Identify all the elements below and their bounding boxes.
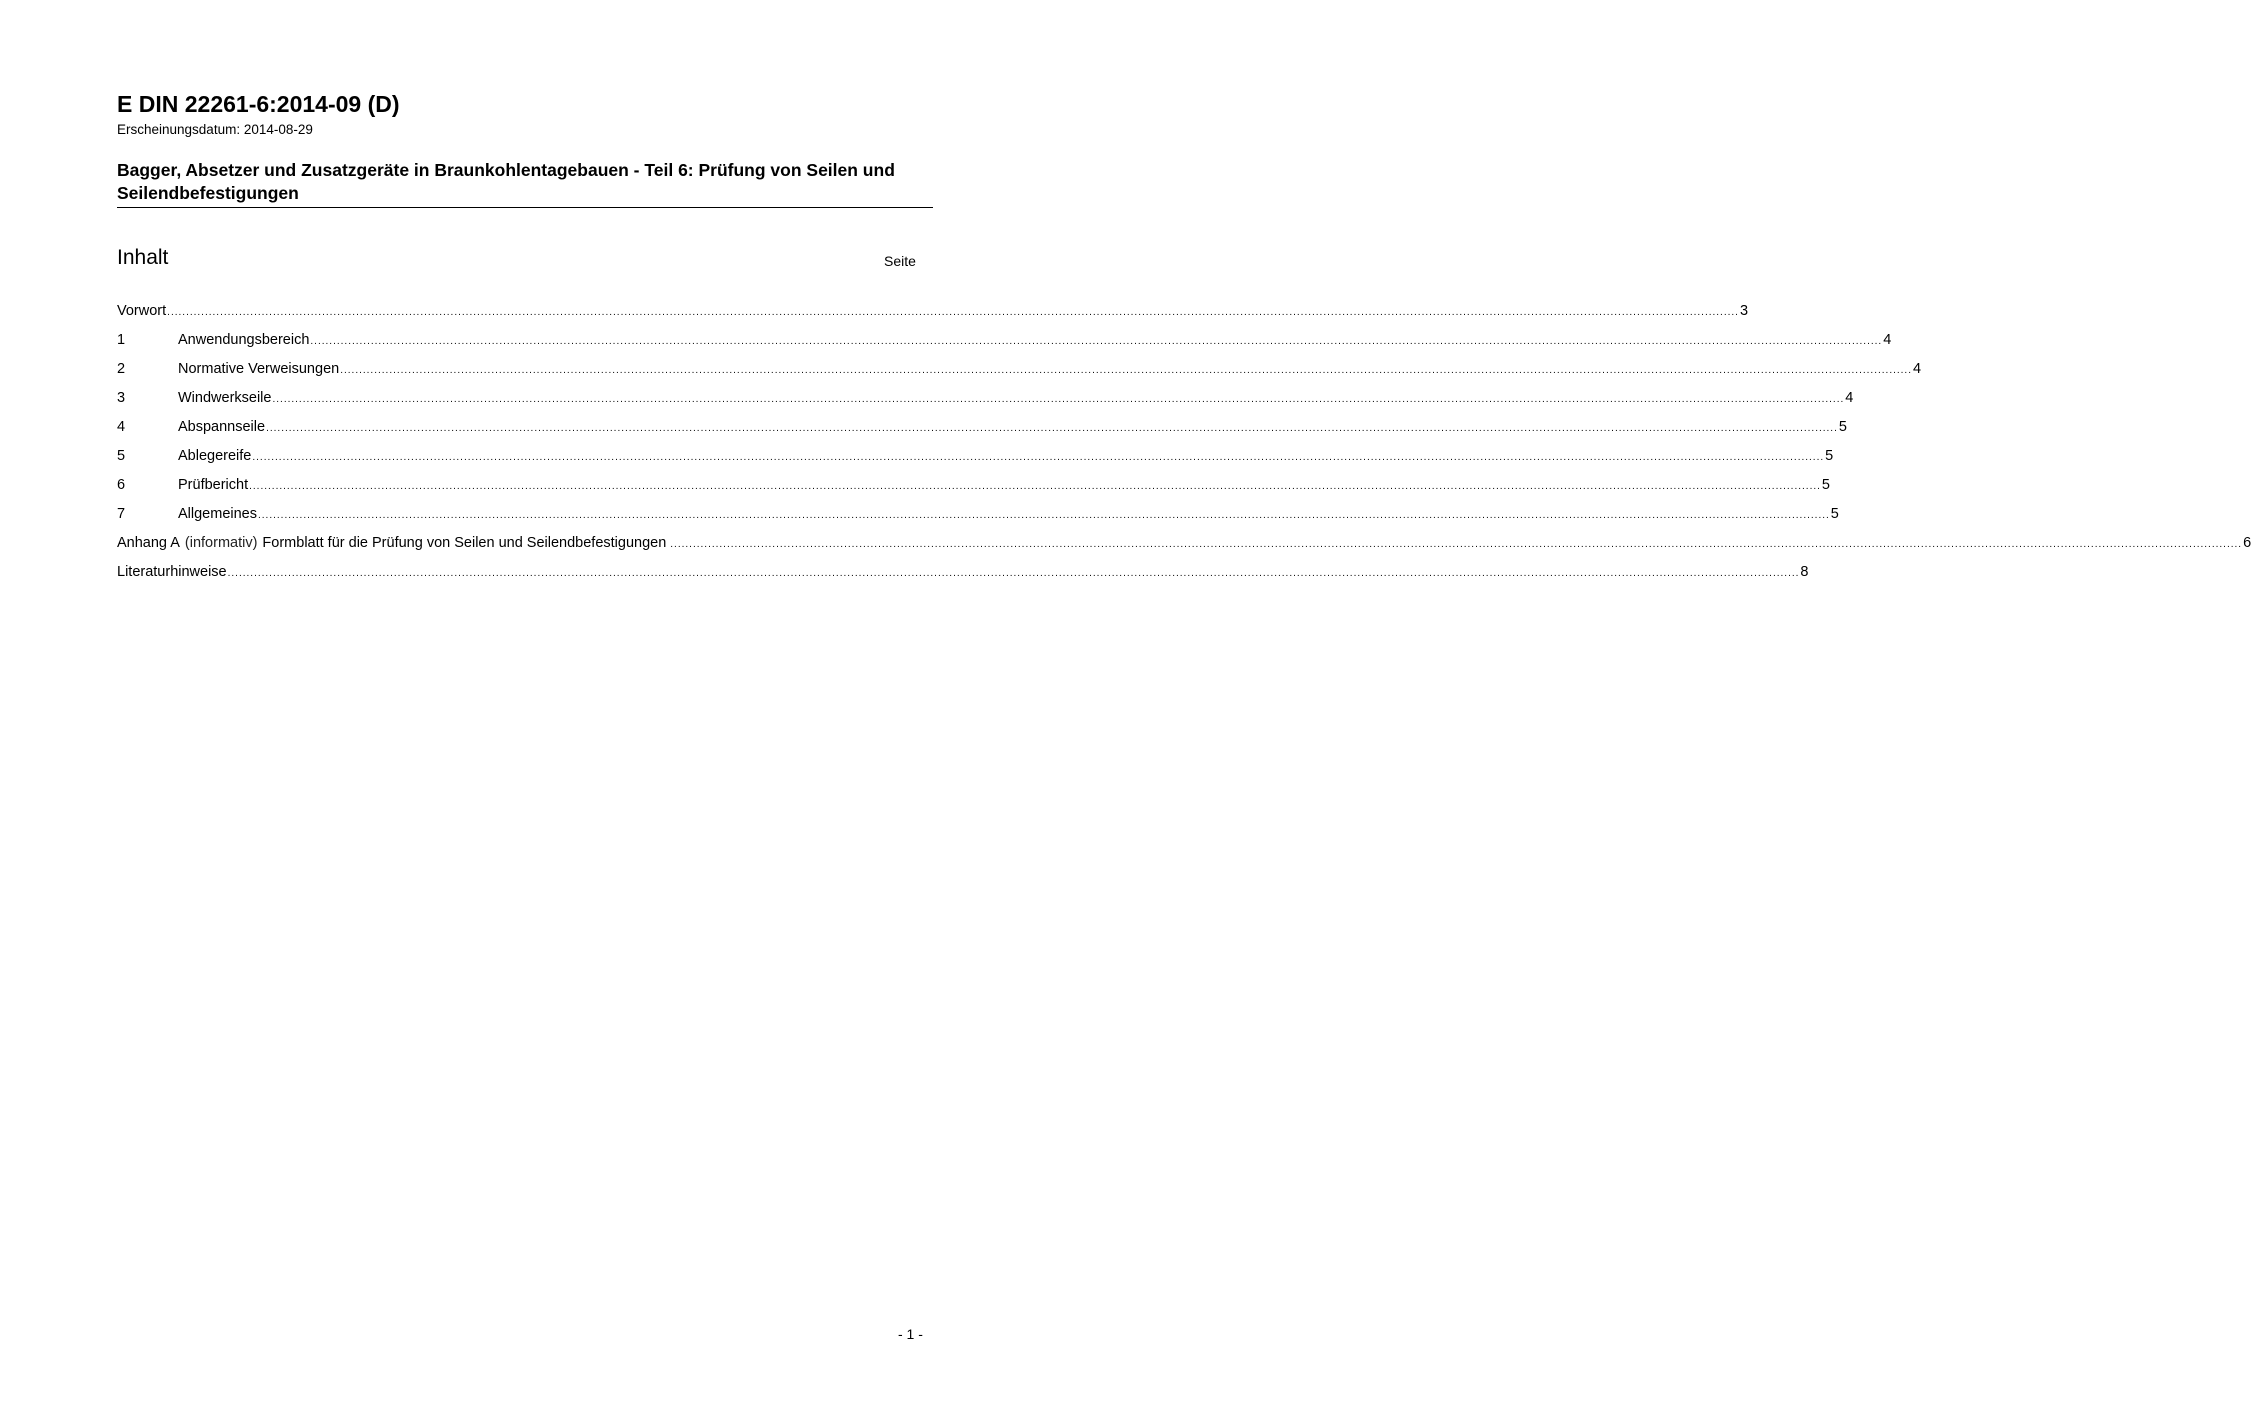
toc-entry-number: 1 (117, 332, 126, 348)
toc-heading: Inhalt (117, 246, 169, 269)
toc-leader: ................................................................................................................................................................................................................................................................................................................................................................................................................................ (258, 510, 1830, 521)
toc-entry-page: 5 (1821, 477, 1830, 493)
toc-leader: ................................................................................................................................................................................................................................................................................................................................................................................................................................ (266, 423, 1838, 434)
toc-leader: ................................................................................................................................................................................................................................................................................................................................................................................................................................ (670, 539, 2243, 550)
toc-leader: ................................................................................................................................................................................................................................................................................................................................................................................................................................ (252, 452, 1825, 463)
toc-entry-label: Vorwort (117, 303, 167, 319)
toc-entry-bibliography[interactable] (117, 561, 1809, 590)
table-of-contents (117, 300, 2251, 590)
toc-entry-label: Ablegereife (178, 448, 252, 464)
toc-leader: ................................................................................................................................................................................................................................................................................................................................................................................................................................ (167, 307, 1739, 318)
toc-annex-prefix: Anhang A (117, 535, 180, 551)
toc-entry-label: Allgemeines (178, 506, 257, 522)
toc-entry-vorwort[interactable] (117, 300, 1749, 329)
toc-leader: ................................................................................................................................................................................................................................................................................................................................................................................................................................ (227, 568, 1800, 579)
toc-entry-number: 6 (117, 477, 126, 493)
toc-entry-page: 4 (1845, 390, 1854, 406)
toc-leader: ................................................................................................................................................................................................................................................................................................................................................................................................................................ (340, 365, 1912, 376)
toc-entry-1[interactable] (117, 329, 1892, 358)
document-id: E DIN 22261-6:2014-09 (D) (117, 91, 400, 117)
toc-entry-page: 6 (2243, 535, 2251, 551)
toc-entry-page: 5 (1825, 448, 1834, 464)
toc-page-column-label: Seite (884, 253, 916, 269)
toc-entry-label: Windwerkseile (178, 390, 272, 406)
toc-entry-page: 4 (1912, 361, 1922, 377)
toc-entry-number: 4 (117, 419, 126, 435)
toc-entry-label: Literaturhinweise (117, 564, 227, 580)
toc-entry-page: 5 (1838, 419, 1847, 435)
toc-entry-7[interactable] (117, 503, 1839, 532)
toc-annex-info: (informativ) (184, 535, 258, 551)
toc-entry-3[interactable] (117, 387, 1854, 416)
toc-leader: ................................................................................................................................................................................................................................................................................................................................................................................................................................ (272, 394, 1845, 405)
document-title: Bagger, Absetzer und Zusatzgeräte in Braunkohlentagebauen - Teil 6: Prüfung von Seilen und Seilendbefestigungen (117, 159, 933, 208)
toc-entry-label: Prüfbericht (178, 477, 249, 493)
toc-entry-6[interactable] (117, 474, 1830, 503)
toc-entry-2[interactable] (117, 358, 1922, 387)
toc-entry-4[interactable] (117, 416, 1847, 445)
page-number: - 1 - (898, 1326, 923, 1342)
toc-entry-page: 5 (1830, 506, 1839, 522)
toc-entry-label: Anwendungsbereich (178, 332, 310, 348)
publication-date: Erscheinungsdatum: 2014-08-29 (117, 122, 313, 137)
toc-entry-number: 2 (117, 361, 126, 377)
toc-leader: ................................................................................................................................................................................................................................................................................................................................................................................................................................ (249, 481, 1821, 492)
toc-entry-label: Normative Verweisungen (178, 361, 340, 377)
toc-entry-number: 7 (117, 506, 126, 522)
toc-entry-page: 4 (1883, 332, 1892, 348)
toc-annex-label: Formblatt für die Prüfung von Seilen und Seilendbefestigungen (262, 535, 667, 551)
toc-entry-label: Abspannseile (178, 419, 266, 435)
toc-entry-page: 3 (1739, 303, 1749, 319)
toc-entry-annex-a[interactable] (117, 532, 2251, 561)
toc-entry-5[interactable] (117, 445, 1834, 474)
toc-entry-number: 5 (117, 448, 126, 464)
toc-entry-page: 8 (1800, 564, 1809, 580)
toc-entry-number: 3 (117, 390, 126, 406)
toc-leader: ................................................................................................................................................................................................................................................................................................................................................................................................................................ (310, 336, 1883, 347)
